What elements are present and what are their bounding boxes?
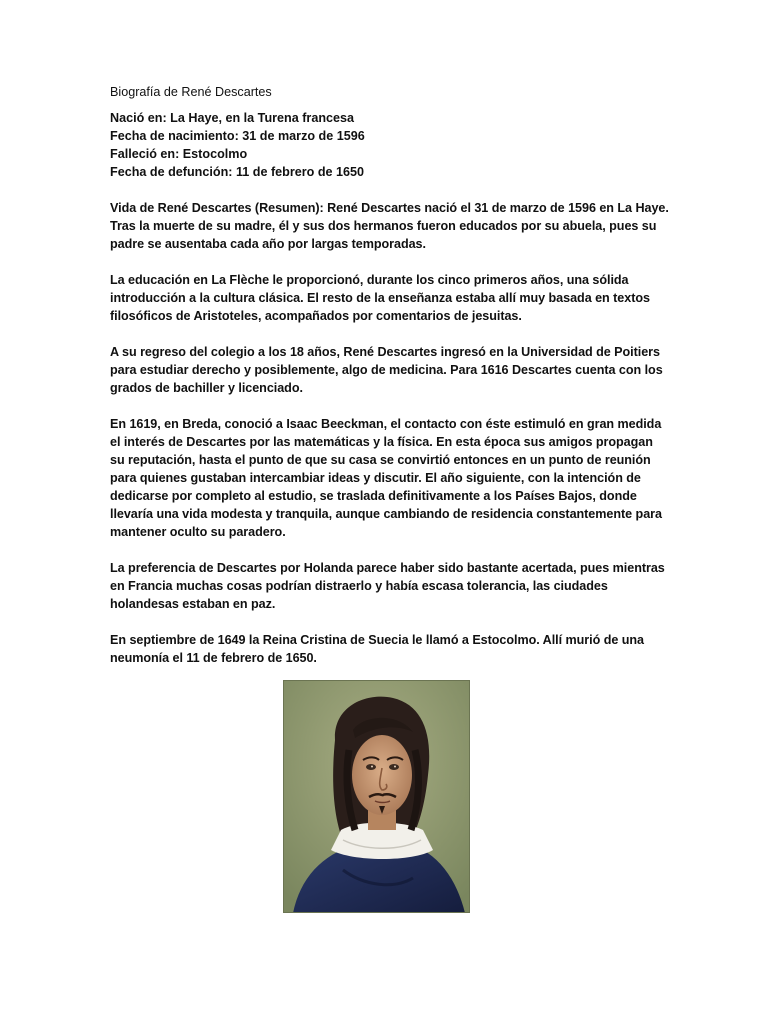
paragraph-breda: En 1619, en Breda, conoció a Isaac Beeckman, el contacto con éste estimuló en gran medida el interés de Descartes por las matemáticas y la física. En esta época sus amigos propagan su reputación, hasta el punto de que su casa se convirtió entonces en un punto de reunión para quienes gustaban intercambiar ideas y discutir. El año siguiente, con la intención de dedicarse por completo al estudio, se traslada definitivamente a los Países Bajos, donde llevaría una vida modesta y tranquila, aunque cambiando de residencia constantemente para mantener oculto su paradero. [110,417,662,539]
fact-death-place: Falleció en: Estocolmo [110,147,248,161]
paragraph-stockholm: En septiembre de 1649 la Reina Cristina de Suecia le llamó a Estocolmo. Allí murió de una neumonía el 11 de febrero de 1650. [110,633,644,665]
fact-birthplace: Nació en: La Haye, en la Turena francesa [110,111,355,125]
document-title: Biografía de René Descartes [110,85,272,99]
fact-death-date: Fecha de defunción: 11 de febrero de 1650 [110,165,365,179]
portrait-painting-icon [283,680,470,913]
document-page [110,83,670,685]
paragraph-education: La educación en La Flèche le proporcionó, durante los cinco primeros años, una sólida introducción a la cultura clásica. El resto de la enseñanza estaba allí muy basada en textos filosóficos de Aristoteles, acompañados por comentarios de jesuitas. [110,273,650,323]
facts-list [110,109,670,181]
fact-birth-date: Fecha de nacimiento: 31 de marzo de 1596 [110,129,365,143]
descartes-portrait [283,680,470,913]
paragraph-holland: La preferencia de Descartes por Holanda parece haber sido bastante acertada, pues mientras en Francia muchas cosas podrían distraerlo y había escasa tolerancia, las ciudades holandesas estaban en paz. [110,561,665,611]
paragraph-summary: Vida de René Descartes (Resumen): René Descartes nació el 31 de marzo de 1596 en La Haye. Tras la muerte de su madre, él y sus dos hermanos fueron educados por su abuela, pues su padre se ausentaba cada año por largas temporadas. [110,201,669,251]
paragraph-university: A su regreso del colegio a los 18 años, René Descartes ingresó en la Universidad de Poitiers para estudiar derecho y posiblemente, algo de medicina. Para 1616 Descartes cuenta con los grados de bachiller y licenciado. [110,345,663,395]
